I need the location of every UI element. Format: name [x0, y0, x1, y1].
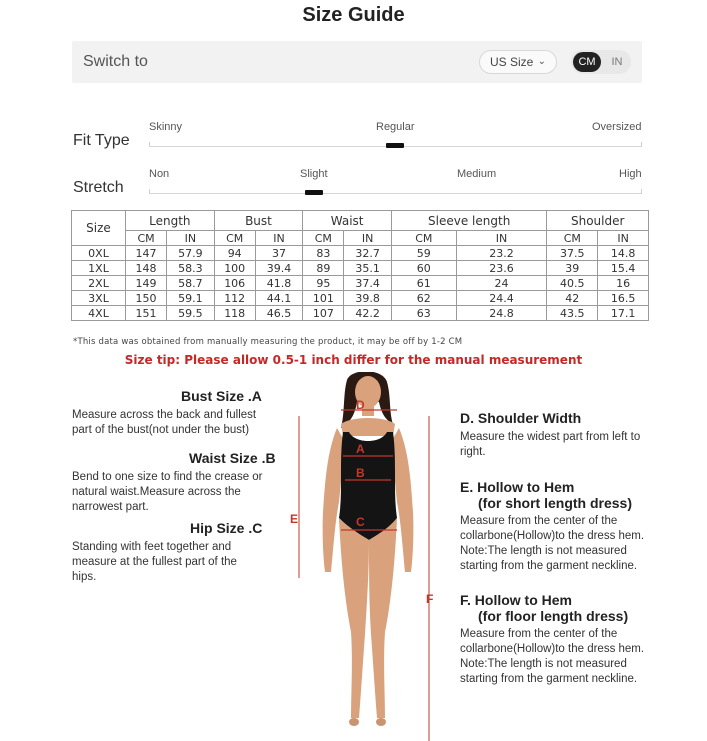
- stretch-scale: [149, 193, 642, 194]
- hem-short-description: [460, 514, 644, 574]
- table-row: [72, 246, 649, 261]
- description-line: Measure from the center of the: [460, 515, 618, 527]
- hem-short-title: E. Hollow to Hem: [460, 479, 575, 495]
- table-cell: 37.4: [344, 276, 392, 291]
- table-cell: 37.5: [547, 246, 598, 261]
- table-cell: 95: [303, 276, 344, 291]
- left-leg-shape: [339, 518, 369, 718]
- swimsuit-shape: [339, 432, 397, 540]
- table-cell: 147: [126, 246, 167, 261]
- sleeve-length-header: Sleeve length: [391, 211, 546, 231]
- table-row: [72, 261, 649, 276]
- description-line: Standing with feet together and: [72, 541, 232, 553]
- table-cell: 37: [255, 246, 303, 261]
- figure-letter-a: A: [356, 442, 365, 456]
- waist-header: Waist: [303, 211, 392, 231]
- size-system-value: US Size: [490, 55, 534, 69]
- table-cell: 23.6: [456, 261, 547, 276]
- stretch-label: Stretch: [73, 179, 124, 196]
- table-cell: 63: [391, 306, 456, 321]
- right-leg-shape: [369, 518, 397, 718]
- table-cell: 2XL: [72, 276, 126, 291]
- table-cell: 32.7: [344, 246, 392, 261]
- table-cell: 59.5: [167, 306, 215, 321]
- table-cell: 40.5: [547, 276, 598, 291]
- figure-letter-e: E: [290, 512, 299, 526]
- size-table: [71, 210, 649, 321]
- fit-option-regular: Regular: [376, 121, 415, 133]
- table-cell: 24.4: [456, 291, 547, 306]
- table-cell: 59: [391, 246, 456, 261]
- table-cell: 58.3: [167, 261, 215, 276]
- bust-size-title: Bust Size .A: [181, 388, 262, 404]
- stretch-tick: [149, 189, 150, 194]
- stretch-option-slight: Slight: [300, 168, 328, 180]
- unit-cm-option[interactable]: CM: [573, 52, 601, 72]
- table-cell: 41.8: [255, 276, 303, 291]
- measurement-disclaimer: *This data was obtained from manually measuring the product, it may be off by 1-2 CM: [73, 337, 463, 347]
- description-line: Measure across the back and fullest: [72, 409, 257, 421]
- table-cell: 23.2: [456, 246, 547, 261]
- unit-header: CM: [391, 231, 456, 246]
- table-cell: 118: [214, 306, 255, 321]
- table-cell: 4XL: [72, 306, 126, 321]
- unit-switch-bar: [72, 41, 642, 83]
- fit-option-skinny: Skinny: [149, 121, 183, 133]
- bust-header: Bust: [214, 211, 303, 231]
- figure-letter-b: B: [356, 466, 365, 480]
- page-title: Size Guide: [302, 4, 405, 26]
- unit-header: IN: [598, 231, 649, 246]
- table-cell: 35.1: [344, 261, 392, 276]
- waist-size-title: Waist Size .B: [189, 450, 276, 466]
- table-cell: 16: [598, 276, 649, 291]
- table-cell: 39.4: [255, 261, 303, 276]
- figure-letter-f: F: [426, 592, 434, 606]
- unit-in-option[interactable]: IN: [611, 56, 623, 68]
- model-figure: [293, 372, 443, 741]
- hem-floor-description: [460, 627, 644, 687]
- fit-type-label: Fit Type: [73, 132, 130, 149]
- description-line: narrowest part.: [72, 501, 149, 513]
- table-cell: 107: [303, 306, 344, 321]
- table-cell: 101: [303, 291, 344, 306]
- table-cell: 39.8: [344, 291, 392, 306]
- fit-tick: [149, 142, 150, 147]
- unit-header: IN: [167, 231, 215, 246]
- table-cell: 59.1: [167, 291, 215, 306]
- table-cell: 94: [214, 246, 255, 261]
- table-cell: 42.2: [344, 306, 392, 321]
- table-row: [72, 306, 649, 321]
- table-cell: 62: [391, 291, 456, 306]
- hem-short-subtitle: (for short length dress): [478, 495, 633, 511]
- table-cell: 60: [391, 261, 456, 276]
- unit-header: IN: [344, 231, 392, 246]
- stretch-tick: [641, 189, 642, 194]
- unit-header: CM: [547, 231, 598, 246]
- description-line: collarbone(Hollow)to the dress hem.: [460, 530, 645, 542]
- table-group-header-row: [72, 211, 649, 231]
- description-line: measure at the fullest part of the: [72, 556, 237, 568]
- description-line: starting from the garment neckline.: [460, 673, 638, 685]
- right-foot-shape: [376, 718, 386, 726]
- chevron-down-icon: ⌄: [537, 56, 546, 67]
- table-row: [72, 276, 649, 291]
- table-cell: 151: [126, 306, 167, 321]
- table-cell: 106: [214, 276, 255, 291]
- description-line: collarbone(Hollow)to the dress hem.: [460, 643, 645, 655]
- stretch-option-high: High: [619, 168, 642, 180]
- description-line: right.: [460, 446, 486, 458]
- table-cell: 100: [214, 261, 255, 276]
- unit-toggle[interactable]: [571, 50, 631, 74]
- table-cell: 14.8: [598, 246, 649, 261]
- size-system-select[interactable]: [479, 50, 557, 74]
- size-column-header: Size: [72, 211, 126, 246]
- shoulder-header: Shoulder: [547, 211, 649, 231]
- size-tip: Size tip: Please allow 0.5-1 inch differ for the manual measurement: [124, 353, 583, 367]
- hip-size-description: [72, 540, 237, 585]
- description-line: Measure the widest part from left to: [460, 431, 641, 443]
- shoulder-width-description: [460, 430, 640, 460]
- fit-tick: [641, 142, 642, 147]
- table-cell: 42: [547, 291, 598, 306]
- unit-header: IN: [456, 231, 547, 246]
- fit-option-oversized: Oversized: [592, 121, 642, 133]
- description-line: hips.: [72, 571, 97, 583]
- table-cell: 17.1: [598, 306, 649, 321]
- left-foot-shape: [349, 718, 359, 726]
- table-cell: 83: [303, 246, 344, 261]
- table-cell: 58.7: [167, 276, 215, 291]
- table-cell: 24.8: [456, 306, 547, 321]
- table-unit-header-row: [72, 231, 649, 246]
- hem-floor-subtitle: (for floor length dress): [478, 608, 629, 624]
- waist-size-description: [72, 470, 263, 515]
- table-cell: 61: [391, 276, 456, 291]
- table-cell: 39: [547, 261, 598, 276]
- table-row: [72, 291, 649, 306]
- shoulder-width-title: D. Shoulder Width: [460, 410, 582, 426]
- table-cell: 57.9: [167, 246, 215, 261]
- stretch-marker: [305, 190, 323, 195]
- unit-header: CM: [303, 231, 344, 246]
- figure-letter-d: D: [356, 398, 365, 412]
- description-line: part of the bust(not under the bust): [72, 424, 250, 436]
- table-cell: 0XL: [72, 246, 126, 261]
- table-cell: 89: [303, 261, 344, 276]
- switch-label: Switch to: [83, 53, 148, 70]
- figure-letter-c: C: [356, 515, 365, 529]
- table-cell: 149: [126, 276, 167, 291]
- hem-floor-title: F. Hollow to Hem: [460, 592, 572, 608]
- table-cell: 148: [126, 261, 167, 276]
- description-line: Note:The length is not measured: [460, 545, 627, 557]
- bust-size-description: [72, 408, 256, 438]
- fit-type-marker: [386, 143, 404, 148]
- stretch-option-medium: Medium: [457, 168, 497, 180]
- description-line: Note:The length is not measured: [460, 658, 627, 670]
- unit-header: CM: [214, 231, 255, 246]
- table-cell: 112: [214, 291, 255, 306]
- length-header: Length: [126, 211, 215, 231]
- unit-header: IN: [255, 231, 303, 246]
- unit-header: CM: [126, 231, 167, 246]
- table-cell: 1XL: [72, 261, 126, 276]
- stretch-option-non: Non: [149, 168, 170, 180]
- table-cell: 46.5: [255, 306, 303, 321]
- table-cell: 15.4: [598, 261, 649, 276]
- table-cell: 3XL: [72, 291, 126, 306]
- table-cell: 44.1: [255, 291, 303, 306]
- table-cell: 24: [456, 276, 547, 291]
- table-cell: 150: [126, 291, 167, 306]
- description-line: starting from the garment neckline.: [460, 560, 638, 572]
- hip-size-title: Hip Size .C: [190, 520, 263, 536]
- description-line: natural waist.Measure across the: [72, 486, 241, 498]
- description-line: Measure from the center of the: [460, 628, 618, 640]
- table-cell: 43.5: [547, 306, 598, 321]
- table-cell: 16.5: [598, 291, 649, 306]
- description-line: Bend to one size to find the crease or: [72, 471, 263, 483]
